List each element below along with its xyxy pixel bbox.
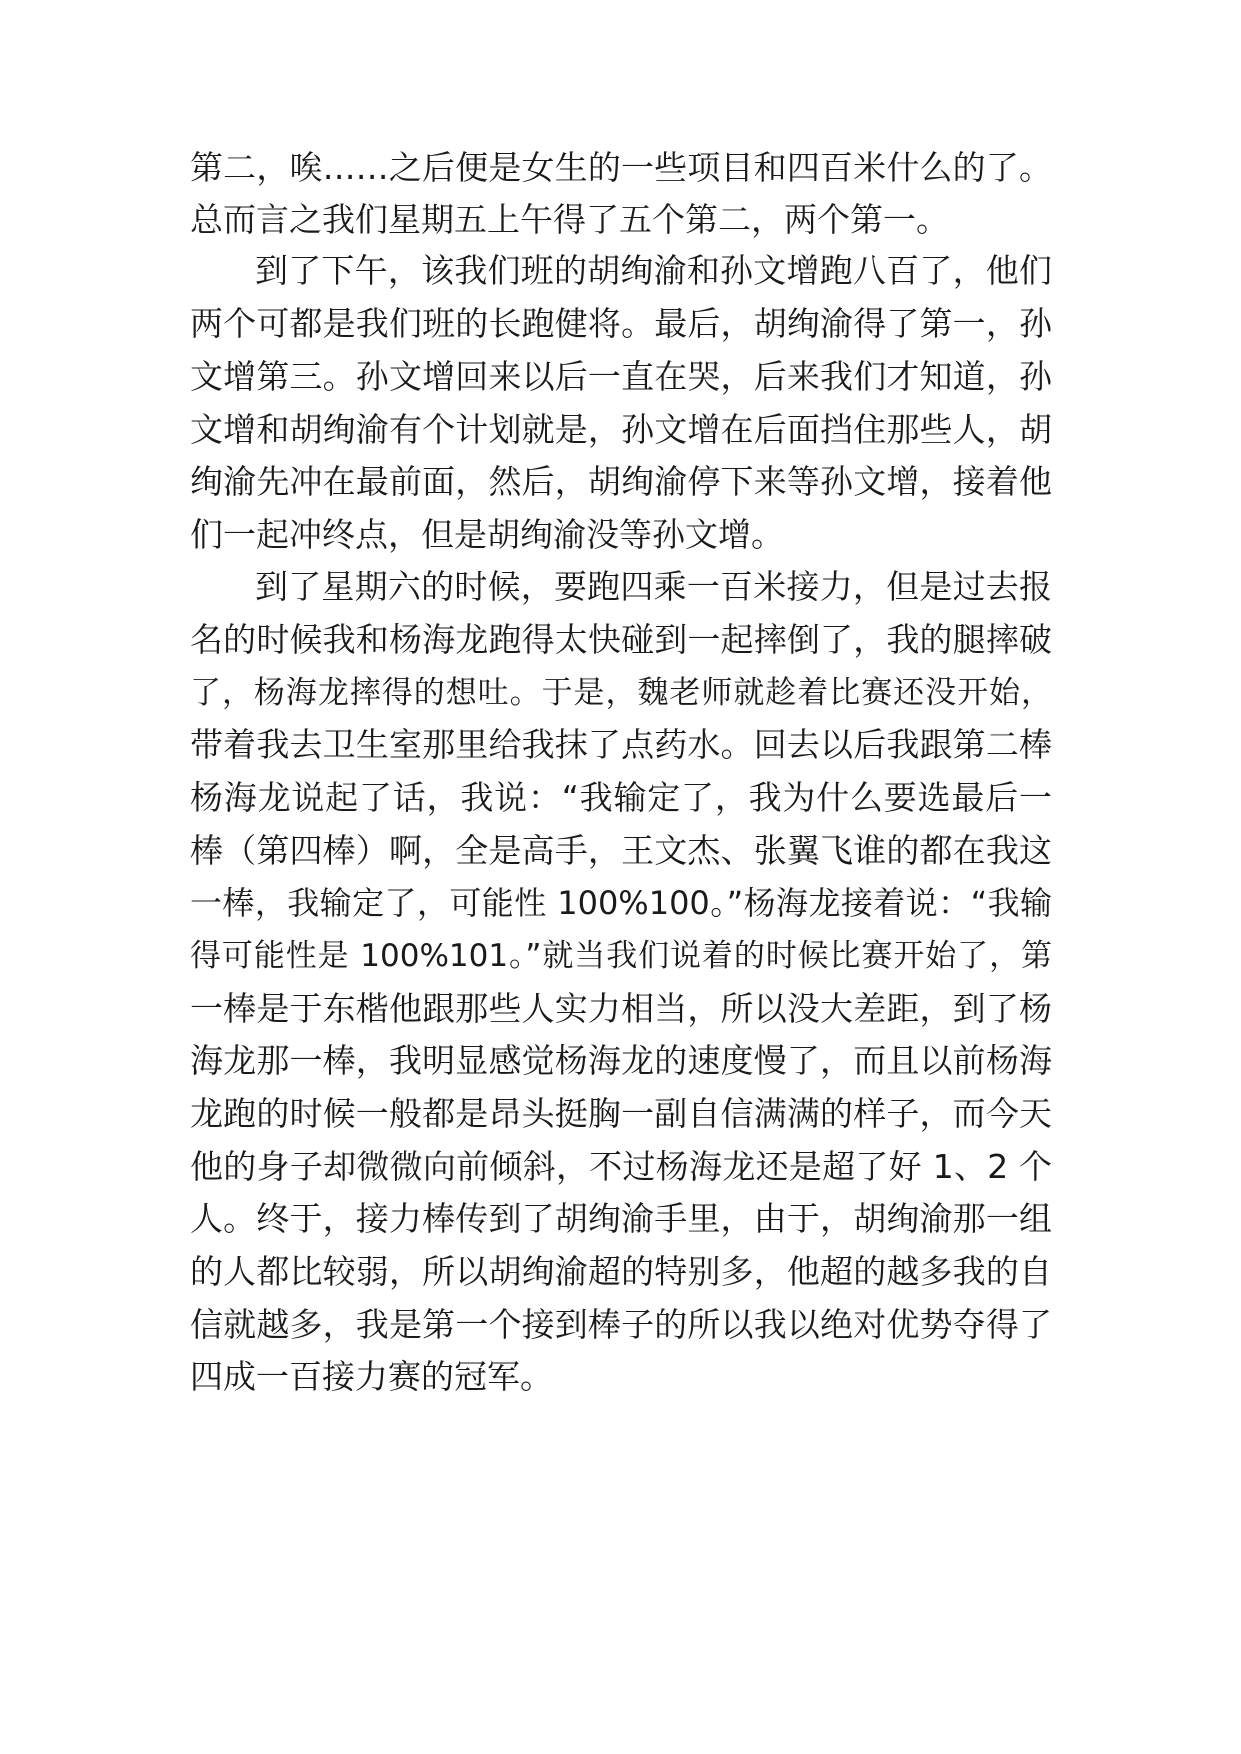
text-line: 总而言之我们星期五上午得了五个第二，两个第一。 bbox=[190, 200, 949, 239]
text-line: 名的时候我和杨海龙跑得太快碰到一起摔倒了，我的腿摔破 bbox=[190, 620, 1052, 659]
text-line: 绚渝先冲在最前面，然后，胡绚渝停下来等孙文增，接着他 bbox=[190, 462, 1052, 501]
text-line: 海龙那一棒，我明显感觉杨海龙的速度慢了，而且以前杨海 bbox=[190, 1041, 1052, 1080]
text-line: 信就越多，我是第一个接到棒子的所以我以绝对优势夺得了 bbox=[190, 1305, 1052, 1344]
text-line: 文增第三。孙文增回来以后一直在哭，后来我们才知道，孙 bbox=[190, 357, 1052, 396]
text-line: 四成一百接力赛的冠军。 bbox=[190, 1357, 553, 1396]
text-line: 杨海龙说起了话，我说：“我输定了，我为什么要选最后一 bbox=[190, 778, 1052, 817]
text-line: 到了星期六的时候，要跑四乘一百米接力，但是过去报 bbox=[255, 567, 1052, 606]
text-line: 的人都比较弱，所以胡绚渝超的特别多，他超的越多我的自 bbox=[190, 1252, 1052, 1291]
text-line: 棒（第四棒）啊，全是高手，王文杰、张翼飞谁的都在我这 bbox=[190, 831, 1052, 870]
text-line: 带着我去卫生室那里给我抹了点药水。回去以后我跟第二棒 bbox=[190, 725, 1052, 764]
text-line: 人。终于，接力棒传到了胡绚渝手里，由于，胡绚渝那一组 bbox=[190, 1199, 1052, 1238]
text-line: 得可能性是 100%101。”就当我们说着的时候比赛开始了，第 bbox=[190, 938, 1052, 974]
text-line: 两个可都是我们班的长跑健将。最后，胡绚渝得了第一，孙 bbox=[190, 304, 1052, 343]
text-line: 龙跑的时候一般都是昂头挺胸一副自信满满的样子，而今天 bbox=[190, 1094, 1052, 1133]
text-line: 到了下午，该我们班的胡绚渝和孙文增跑八百了，他们 bbox=[255, 251, 1052, 290]
text-line: 一棒，我输定了，可能性 100%100。”杨海龙接着说：“我输 bbox=[190, 884, 1052, 922]
text-line: 一棒是于东楷他跟那些人实力相当，所以没大差距，到了杨 bbox=[190, 989, 1052, 1028]
text-line: 他的身子却微微向前倾斜，不过杨海龙还是超了好 1、2 个 bbox=[190, 1147, 1052, 1186]
text-line: 了，杨海龙摔得的想吐。于是，魏老师就趁着比赛还没开始， bbox=[190, 675, 1052, 711]
text-line: 文增和胡绚渝有个计划就是，孙文增在后面挡住那些人，胡 bbox=[190, 410, 1052, 449]
text-line: 们一起冲终点，但是胡绚渝没等孙文增。 bbox=[190, 515, 784, 554]
text-line: 第二，唉……之后便是女生的一些项目和四百米什么的了。 bbox=[190, 148, 1052, 187]
